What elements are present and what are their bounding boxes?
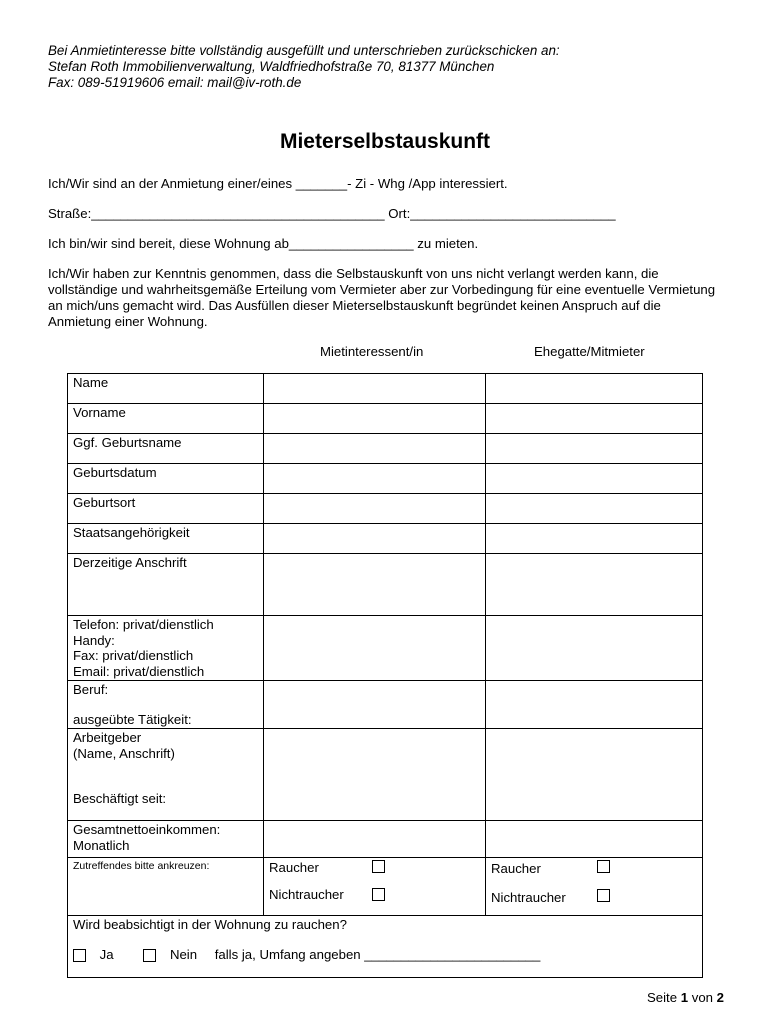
label-handy: Handy: — [73, 632, 115, 648]
spouse-geburtsdatum-field[interactable] — [486, 464, 703, 494]
label-arbeitgeber-sub: (Name, Anschrift) — [73, 745, 175, 761]
table-row-anschrift — [68, 554, 703, 616]
tenant-beruf-field[interactable] — [264, 681, 486, 729]
spouse-geburtsname-field[interactable] — [486, 434, 703, 464]
tenant-staatsangehoerigkeit-field[interactable] — [264, 524, 486, 554]
page-separator: von — [688, 990, 717, 1005]
rauchen-frage-cell — [68, 916, 703, 978]
label-geburtsname: Ggf. Geburtsname — [68, 434, 264, 464]
page-number — [647, 990, 724, 1005]
spouse-beruf-field[interactable] — [486, 681, 703, 729]
tenant-raucher-label: Raucher — [269, 860, 319, 875]
column-header-tenant: Mietinteressent/in — [320, 344, 424, 359]
tenant-name-field[interactable] — [264, 374, 486, 404]
table-row-arbeitgeber — [68, 729, 703, 821]
tenant-nichtraucher-checkbox[interactable] — [372, 888, 385, 901]
spouse-arbeitgeber-field[interactable] — [486, 729, 703, 821]
label-arbeitgeber-cell — [68, 729, 264, 821]
tenant-einkommen-field[interactable] — [264, 821, 486, 858]
label-beruf-cell — [68, 681, 264, 729]
table-row-staatsangehoerigkeit — [68, 524, 703, 554]
tenant-nichtraucher-label: Nichtraucher — [269, 887, 344, 902]
column-header-spouse: Ehegatte/Mitmieter — [534, 344, 645, 359]
label-ankreuzen: Zutreffendes bitte ankreuzen: — [68, 858, 264, 916]
spouse-name-field[interactable] — [486, 374, 703, 404]
street-city-line: Straße:________________________________________ Ort:____________________________ — [48, 206, 616, 221]
tenant-geburtsname-field[interactable] — [264, 434, 486, 464]
table-row-beruf — [68, 681, 703, 729]
label-vorname: Vorname — [68, 404, 264, 434]
header-company-address: Stefan Roth Immobilienverwaltung, Waldfriedhofstraße 70, 81377 München — [48, 59, 495, 74]
total-pages: 2 — [716, 990, 724, 1005]
nein-label: Nein — [169, 946, 198, 962]
label-staatsangehoerigkeit: Staatsangehörigkeit — [68, 524, 264, 554]
table-row-vorname — [68, 404, 703, 434]
table-row-geburtsort — [68, 494, 703, 524]
current-page: 1 — [680, 990, 689, 1005]
table-row-rauchen-frage — [68, 916, 703, 978]
move-in-date-line: Ich bin/wir sind bereit, diese Wohnung ab_________________ zu mieten. — [48, 236, 479, 251]
table-row-raucher — [68, 858, 703, 916]
rauchen-frage-label: Wird beabsichtigt in der Wohnung zu rauchen? — [73, 917, 347, 932]
sender-address-block — [48, 43, 560, 91]
table-row-kontakt — [68, 616, 703, 681]
table-row-geburtsname — [68, 434, 703, 464]
label-fax: Fax: privat/dienstlich — [73, 648, 194, 663]
spouse-vorname-field[interactable] — [486, 404, 703, 434]
header-contact: Fax: 089-51919606 email: mail@iv-roth.de — [48, 75, 302, 90]
table-row-name — [68, 374, 703, 404]
spouse-raucher-checkbox[interactable] — [597, 860, 610, 873]
label-email: Email: privat/dienstlich — [73, 663, 205, 679]
nein-checkbox[interactable] — [143, 949, 156, 962]
ja-checkbox[interactable] — [73, 949, 86, 962]
spouse-raucher-cell — [486, 858, 703, 916]
label-geburtsdatum: Geburtsdatum — [68, 464, 264, 494]
label-beruf: Beruf: — [73, 682, 109, 697]
tenant-anschrift-field[interactable] — [264, 554, 486, 616]
tenant-kontakt-field[interactable] — [264, 616, 486, 681]
label-telefon: Telefon: privat/dienstlich — [73, 617, 214, 632]
tenant-raucher-cell — [264, 858, 486, 916]
spouse-nichtraucher-checkbox[interactable] — [597, 889, 610, 902]
interest-line: Ich/Wir sind an der Anmietung einer/eines _______- Zi - Whg /App interessiert. — [48, 176, 508, 191]
label-geburtsort: Geburtsort — [68, 494, 264, 524]
header-instruction: Bei Anmietinteresse bitte vollständig ausgefüllt und unterschrieben zurückschicken an: — [48, 43, 560, 58]
spouse-staatsangehoerigkeit-field[interactable] — [486, 524, 703, 554]
spouse-anschrift-field[interactable] — [486, 554, 703, 616]
umfang-label: falls ja, Umfang angeben ________________________ — [214, 946, 541, 962]
label-einkommen: Gesamtnettoeinkommen: — [73, 822, 221, 837]
tenant-vorname-field[interactable] — [264, 404, 486, 434]
rauchen-optionen — [73, 947, 697, 963]
label-anschrift: Derzeitige Anschrift — [68, 554, 264, 616]
spouse-geburtsort-field[interactable] — [486, 494, 703, 524]
tenant-geburtsort-field[interactable] — [264, 494, 486, 524]
label-name: Name — [68, 374, 264, 404]
spouse-nichtraucher-label: Nichtraucher — [491, 890, 566, 905]
tenant-raucher-checkbox[interactable] — [372, 860, 385, 873]
tenant-arbeitgeber-field[interactable] — [264, 729, 486, 821]
label-monatlich: Monatlich — [73, 837, 130, 853]
label-arbeitgeber: Arbeitgeber — [73, 730, 142, 745]
label-kontakt — [68, 616, 264, 681]
tenant-geburtsdatum-field[interactable] — [264, 464, 486, 494]
table-row-einkommen — [68, 821, 703, 858]
label-beschaeftigt-seit: Beschäftigt seit: — [73, 791, 167, 806]
label-taetigkeit: ausgeübte Tätigkeit: — [73, 711, 192, 727]
label-einkommen-cell — [68, 821, 264, 858]
page-prefix: Seite — [646, 990, 681, 1005]
table-row-geburtsdatum — [68, 464, 703, 494]
self-disclosure-table — [67, 373, 703, 978]
spouse-einkommen-field[interactable] — [486, 821, 703, 858]
spouse-kontakt-field[interactable] — [486, 616, 703, 681]
ja-label: Ja — [99, 946, 114, 962]
page-title: Mieterselbstauskunft — [279, 130, 491, 153]
legal-notice: Ich/Wir haben zur Kenntnis genommen, dass die Selbstauskunft von uns nicht verlangt werden kann, die vollständige und wahrheitsgemäße Erteilung vom Vermieter aber zur Vorbedingung für eine eventuelle Vermietung an mich/uns gemacht wird. Das Ausfüllen dieser Mieterselbstauskunft begründet keinen Anspruch auf die Anmietung einer Wohnung. — [48, 266, 716, 329]
spouse-raucher-label: Raucher — [491, 861, 541, 876]
